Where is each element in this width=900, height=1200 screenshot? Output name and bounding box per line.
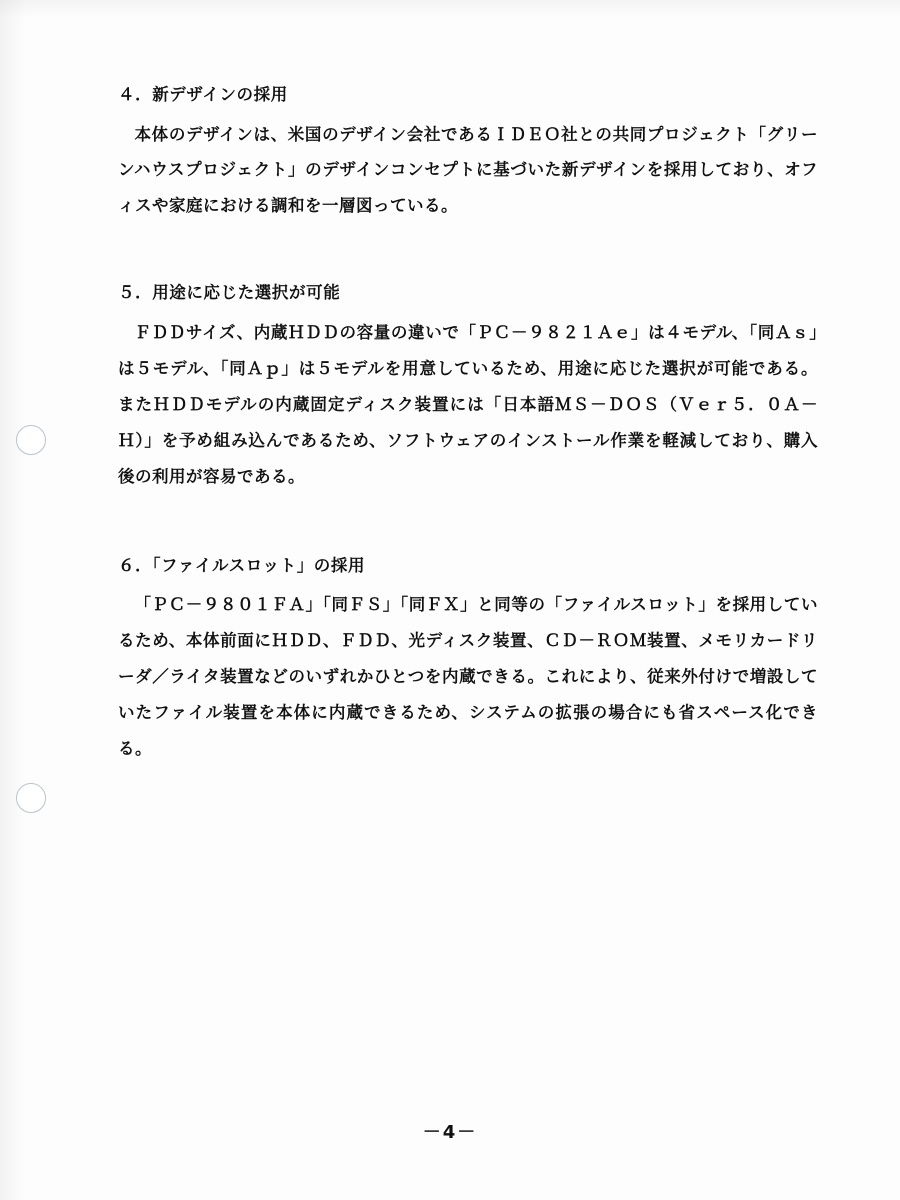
- document-section: [118, 80, 818, 224]
- document-body: [118, 80, 818, 767]
- document-section: [118, 278, 818, 494]
- scan-edge-shading-left: [0, 0, 26, 1200]
- scan-edge-shading-top: [0, 0, 900, 18]
- section-heading: ４．新デザインの採用: [118, 85, 288, 104]
- section-spacer: [118, 529, 818, 551]
- section-paragraph: 本体のデザインは、米国のデザイン会社であるＩＤＥＯ社との共同プロジェクト「グリーンハウスプロジェクト」のデザインコンセプトに基づいた新デザインを採用しており、オフィスや家庭における調和を一層図っている。: [118, 124, 818, 216]
- section-heading: ６．「ファイルスロット」の採用: [118, 555, 366, 575]
- punch-hole-icon: [16, 425, 46, 455]
- document-section: [118, 551, 818, 767]
- section-spacer: [118, 258, 818, 278]
- page-number: －4－: [422, 1122, 478, 1143]
- section-heading: ５．用途に応じた選択が可能: [118, 283, 341, 303]
- section-paragraph: 「ＰＣ－９８０１ＦＡ」「同ＦＳ」「同ＦＸ」と同等の「ファイルスロット」を採用しているため、本体前面にＨＤＤ、ＦＤＤ、光ディスク装置、ＣＤ－ＲＯＭ装置、メモリカードリーダ／ライタ装置などのいずれかひとつを内蔵できる。これにより、従来外付けで増設していたファイル装置を本体に内蔵できるため、システムの拡張の場合にも省スペース化できる。: [118, 595, 818, 759]
- section-paragraph: ＦＤＤサイズ、内蔵ＨＤＤの容量の違いで「ＰＣ－９８２１Ａｅ」は４モデル、「同Ａｓ」は５モデル、「同Ａｐ」は５モデルを用意しているため、用途に応じた選択が可能である。またＨＤＤモデルの内蔵固定ディスク装置には「日本語ＭＳ－ＤＯＳ（Ｖｅｒ５．０Ａ－Ｈ）」を予め組み込んであるため、ソフトウェアのインストール作業を軽減しており、購入後の利用が容易である。: [118, 322, 818, 486]
- punch-hole-icon: [16, 783, 46, 813]
